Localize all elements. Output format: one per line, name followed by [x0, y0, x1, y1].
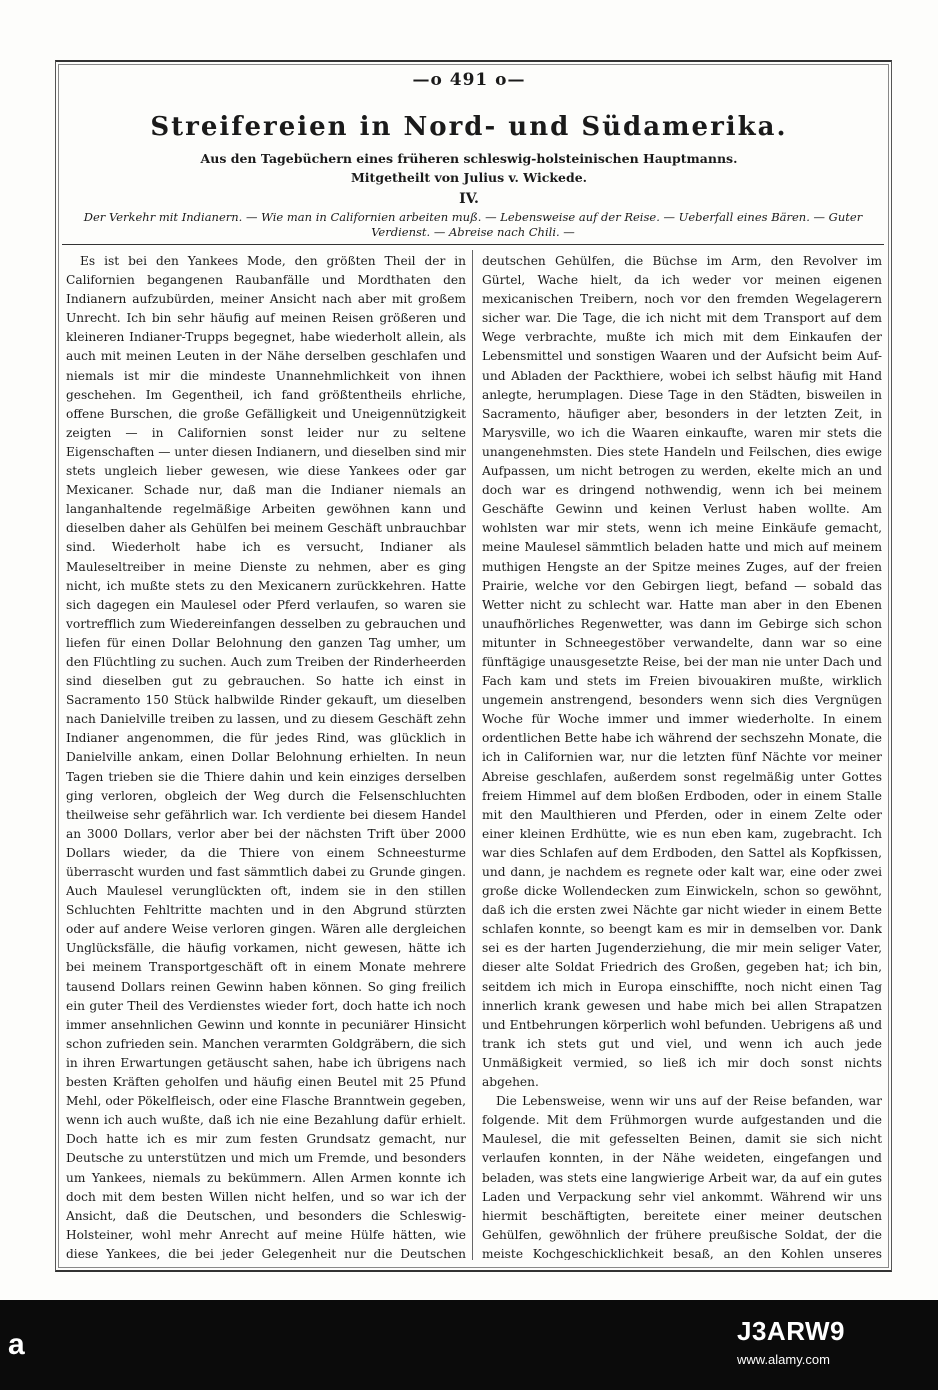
stock-image-id: J3ARW9 [737, 1316, 846, 1346]
chapter-summary: Der Verkehr mit Indianern. — Wie man in Californien arbeiten muß. — Lebensweise auf der Reise. — Ueberfall eines Bären. — Guter Verdienst. — Abreise nach Chili. — [83, 210, 863, 239]
part-number: IV. [459, 191, 479, 207]
stock-site-url: www.alamy.com [737, 1352, 830, 1367]
right-column [482, 252, 882, 1260]
column-divider [472, 250, 473, 1260]
article-subtitle: Aus den Tagebüchern eines früheren schleswig-holsteinischen Hauptmanns. [200, 151, 738, 166]
paragraph: Die Lebensweise, wenn wir uns auf der Reise befanden, war folgende. Mit dem Frühmorgen wurde aufgestanden und die Maulesel, die mit gefesselten Beinen, damit sie sich nicht verlaufen konnten, in der Nähe weideten, eingefangen und beladen, was stets eine langwierige Arbeit war, da auf ein gutes Laden und Verpackung sehr viel ankommt. Während wir uns hiermit beschäftigten, bereitete einer meiner deutschen Gehülfen, gewöhnlich der frühere preußische Soldat, der die meiste Kochgeschicklichkeit besaß, an den Kohlen unseres [482, 1094, 882, 1260]
article-title: Streifereien in Nord- und Südamerika. [150, 112, 788, 142]
article-byline: Mitgetheilt von Julius v. Wickede. [350, 170, 588, 185]
paragraph: Es ist bei den Yankees Mode, den größten Theil der in Californien begangenen Raubanfälle und Mordthaten den Indianern aufzubürden, meiner Ansicht nach aber mit großem Unrecht. Ich bin sehr häufig auf meinen Reisen größeren und kleineren Indianer-Trupps begegnet, habe wiederholt allein, als auch mit meinen Leuten in der Nähe derselben geschlafen und niemals ist mir die mindeste Unannehmlichkeit von ihnen geschehen. Im Gegentheil, ich fand größtentheils ehrliche, offene Burschen, die große Gefälligkeit und Uneigennützigkeit zeigten — in Californien sonst leider nur zu seltene Eigenschaften — unter diesen Indianern, und dieselben sind mir stets ungleich lieber gewesen, wie diese Yankees oder gar Mexicaner. Schade nur, daß man die Indianer niemals an langanhaltende regelmäßige Arbeiten gewöhnen kann und dieselben daher als Gehülfen bei meinem Geschäft unbrauchbar sind. Wiederholt habe ich es versucht, Indianer als Mauleseltreiber in meine Dienste zu nehmen, aber es ging nicht, ich mußte stets zu den Mexicanern zurückkehren. Hatte sich dagegen ein Maulesel oder Pferd verlaufen, so waren sie vortrefflich zum Wiedereinfangen desselben zu gebrauchen und liefen für einen Dollar Belohnung den ganzen Tag umher, um den Flüchtling zu suchen. Auch zum Treiben der Rinderheerden sind dieselben gut zu gebrauchen. So hatte ich einst in Sacramento 150 Stück halbwilde Rinder gekauft, um dieselben nach Danielville treiben zu lassen, und zu diesem Geschäft zehn Indianer angenommen, die für jedes Rind, was glücklich in Danielville ankam, einen Dollar Belohnung erhielten. In neun Tagen trieben sie die Thiere dahin und kein einziges derselben ging verloren, obgleich der Weg durch die Felsenschluchten theilweise sehr gefährlich war. Ich verdiente bei diesem Handel an 3000 Dollars, verlor aber bei der nächsten Trift über 2000 Dollars wieder, da die Thiere von einem Schneesturme überrascht wurden und fast sämmtlich dabei zu Grunde gingen. Auch Maulesel verunglückten oft, indem sie in den stillen Schluchten Fehltritte machten und in den Abgrund stürzten oder auf andere Weise verloren gingen. Wären alle dergleichen Unglücksfälle, die häufig vorkamen, nicht gewesen, hätte ich bei meinem Transportgeschäft oft in einem Monate mehrere tausend Dollars reinen Gewinn haben können. So ging freilich ein guter Theil des Verdienstes wieder fort, doch hatte ich noch immer ansehnlichen Gewinn und konnte in pecuniärer Hinsicht schon zufrieden sein. Manchen verarmten Goldgräbern, die sich in ihren Erwartungen getäuscht sahen, habe ich übrigens nach besten Kräften geholfen und häufig einen Beutel mit 25 Pfund Mehl, oder Pökelfleisch, oder eine Flasche Branntwein gegeben, wenn ich auch wußte, daß ich nie eine Bezahlung dafür erhielt. Doch hatte ich es mir zum festen Grundsatz gemacht, nur Deutsche zu unterstützen und mich um Fremde, und besonders um Yankees, niemals zu bekümmern. Allen Armen konnte ich doch mit dem besten Willen nicht helfen, und so war ich der Ansicht, daß die Deutschen, und besonders die Schleswig-Holsteiner, wohl mehr Anrecht auf meine Hülfe hätten, wie diese Yankees, die bei jeder Gelegenheit nur die Deutschen [66, 254, 466, 1260]
paragraph: deutschen Gehülfen, die Büchse im Arm, den Revolver im Gürtel, Wache hielt, da ich weder vor meinen eigenen mexicanischen Treibern, noch vor den fremden Wegelagerern sicher war. Die Tage, die ich nicht mit dem Transport auf dem Wege verbrachte, mußte ich mich mit dem Einkaufen der Lebensmittel und sonstigen Waaren und der Aufsicht beim Auf- und Abladen der Packthiere, wobei ich selbst häufig mit Hand anlegte, herumplagen. Diese Tage in den Städten, bisweilen in Sacramento, häufiger aber, besonders in der letzten Zeit, in Marysville, wo ich die Waaren einkaufte, waren mir stets die unangenehmsten. Dies stete Handeln und Feilschen, dies ewige Aufpassen, um nicht betrogen zu werden, ekelte mich an und doch war es dringend nothwendig, wenn ich bei meinem Geschäfte Gewinn und keinen Verlust haben wollte. Am wohlsten war mir stets, wenn ich meine Einkäufe gemacht, meine Maulesel sämmtlich beladen hatte und mich auf meinem muthigen Hengste an der Spitze meines Zuges, auf der freien Prairie, welche vor den Gebirgen liegt, befand — sobald das Wetter nicht zu schlecht war. Hatte man aber in den Ebenen unaufhörliches Regenwetter, was dann im Gebirge sich schon mitunter in Schneegestöber verwandelte, dann war so eine fünftägige unausgesetzte Reise, bei der man nie unter Dach und Fach kam und stets im Freien bivouakiren mußte, wirklich ungemein anstrengend, besonders wenn sich dies Vergnügen Woche für Woche immer und immer wiederholte. In einem ordentlichen Bette habe ich während der sechszehn Monate, die ich in Californien war, nur die letzten fünf Nächte vor meiner Abreise geschlafen, außerdem sonst regelmäßig unter Gottes freiem Himmel auf dem bloßen Erdboden, oder in einem Stalle mit den Maulthieren und Pferden, oder in einem Zelte oder einer kleinen Erdhütte, wie es nun eben kam, zugebracht. Ich war dies Schlafen auf dem Erdboden, den Sattel als Kopfkissen, und dann, je nachdem es regnete oder kalt war, eine oder zwei große dicke Wollendecken zum Einwickeln, schon so gewöhnt, daß ich die ersten zwei Nächte gar nicht wieder in einem Bette schlafen konnte, so beengt kam es mir in demselben vor. Dank sei es der harten Jugenderziehung, die mir mein seliger Vater, dieser alte Soldat Friedrich des Großen, gegeben hat; ich bin, seitdem ich mich in Europa einschiffte, noch nicht einen Tag innerlich krank gewesen und habe mich bei allen Strapatzen und Entbehrungen körperlich wohl befunden. Uebrigens aß und trank ich stets gut und viel, und wenn ich auch jede Unmäßigkeit vermied, so ließ ich mir doch sonst nichts abgehen. [482, 254, 882, 1090]
page-number: —o 491 o— [412, 70, 526, 90]
alamy-logo: a [8, 1328, 26, 1361]
left-column [66, 252, 466, 1260]
header-rule [62, 244, 884, 245]
